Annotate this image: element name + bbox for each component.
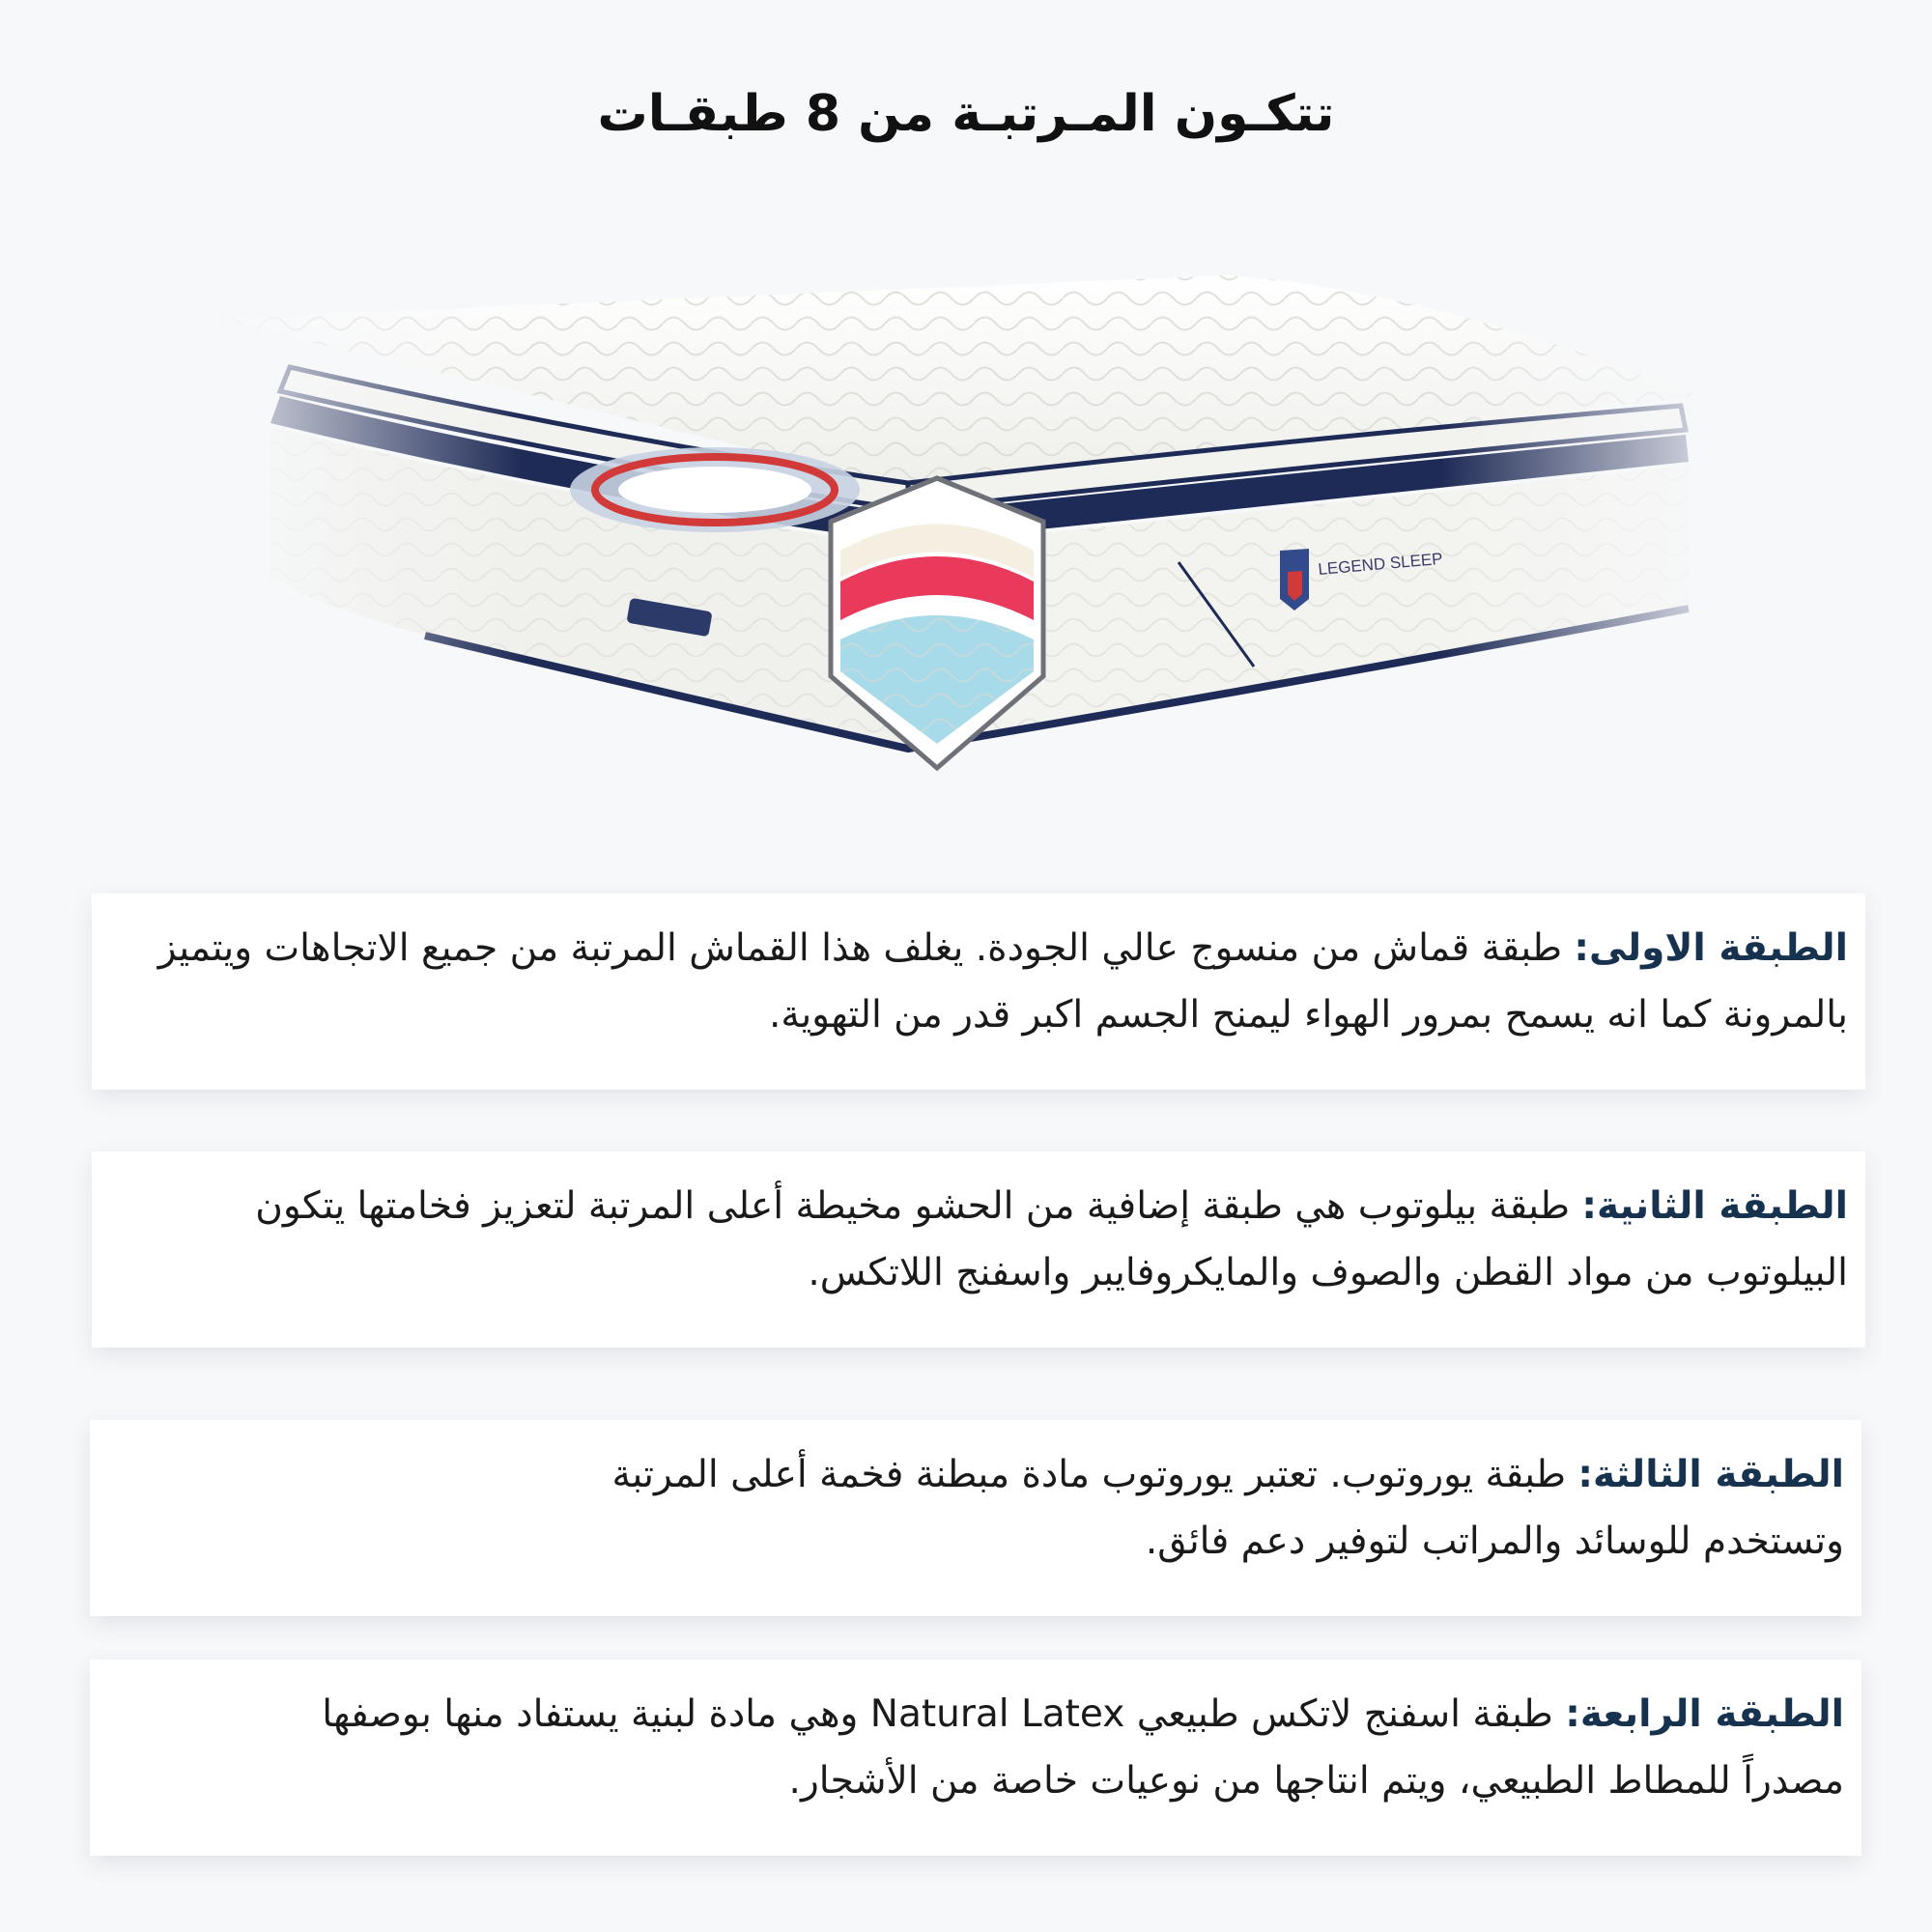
layer-card-1 [92, 894, 1865, 1090]
mattress-illustration [174, 261, 1758, 802]
page-title: تتكـون المـرتبـة من 8 طبقـات [597, 85, 1335, 143]
layer-label-3: الطبقة الثالثة: [1577, 1453, 1844, 1496]
layer-label-4: الطبقة الرابعة: [1565, 1692, 1844, 1736]
layer-card-3 [90, 1420, 1861, 1616]
layer-text-2: طبقة بيلوتوب هي طبقة إضافية من الحشو مخيطة أعلى المرتبة لتعزيز فخامتها يتكون البيلوتوب من مواد القطن والصوف والمايكروفايبر واسفنج اللاتكس. [255, 1184, 1848, 1294]
layer-label-2: الطبقة الثانية: [1581, 1184, 1848, 1228]
layer-label-1: الطبقة الاولى: [1574, 926, 1848, 970]
layer-description-1 [150, 915, 1848, 1048]
layer-text-1: طبقة قماش من منسوج عالي الجودة. يغلف هذا القماش المرتبة من جميع الاتجاهات ويتميز بالمرونة كما انه يسمح بمرور الهواء ليمنح الجسم اكبر قدر من التهوية. [157, 926, 1848, 1037]
layer-card-2 [92, 1151, 1865, 1348]
layer-description-3 [611, 1441, 1844, 1575]
layer-description-4 [273, 1681, 1844, 1814]
layer-text-3: طبقة يوروتوب. تعتبر يوروتوب مادة مبطنة فخمة أعلى المرتبة وتستخدم للوسائد والمراتب لتوفير دعم فائق. [611, 1453, 1844, 1563]
layer-description-2 [150, 1173, 1848, 1306]
layer-card-4 [90, 1660, 1861, 1856]
layer-text-4: طبقة اسفنج لاتكس طبيعي Natural Latex وهي مادة لبنية يستفاد منها بوصفها مصدراً للمطاط الطبيعي، ويتم انتاجها من نوعيات خاصة من الأشجار. [322, 1692, 1844, 1803]
